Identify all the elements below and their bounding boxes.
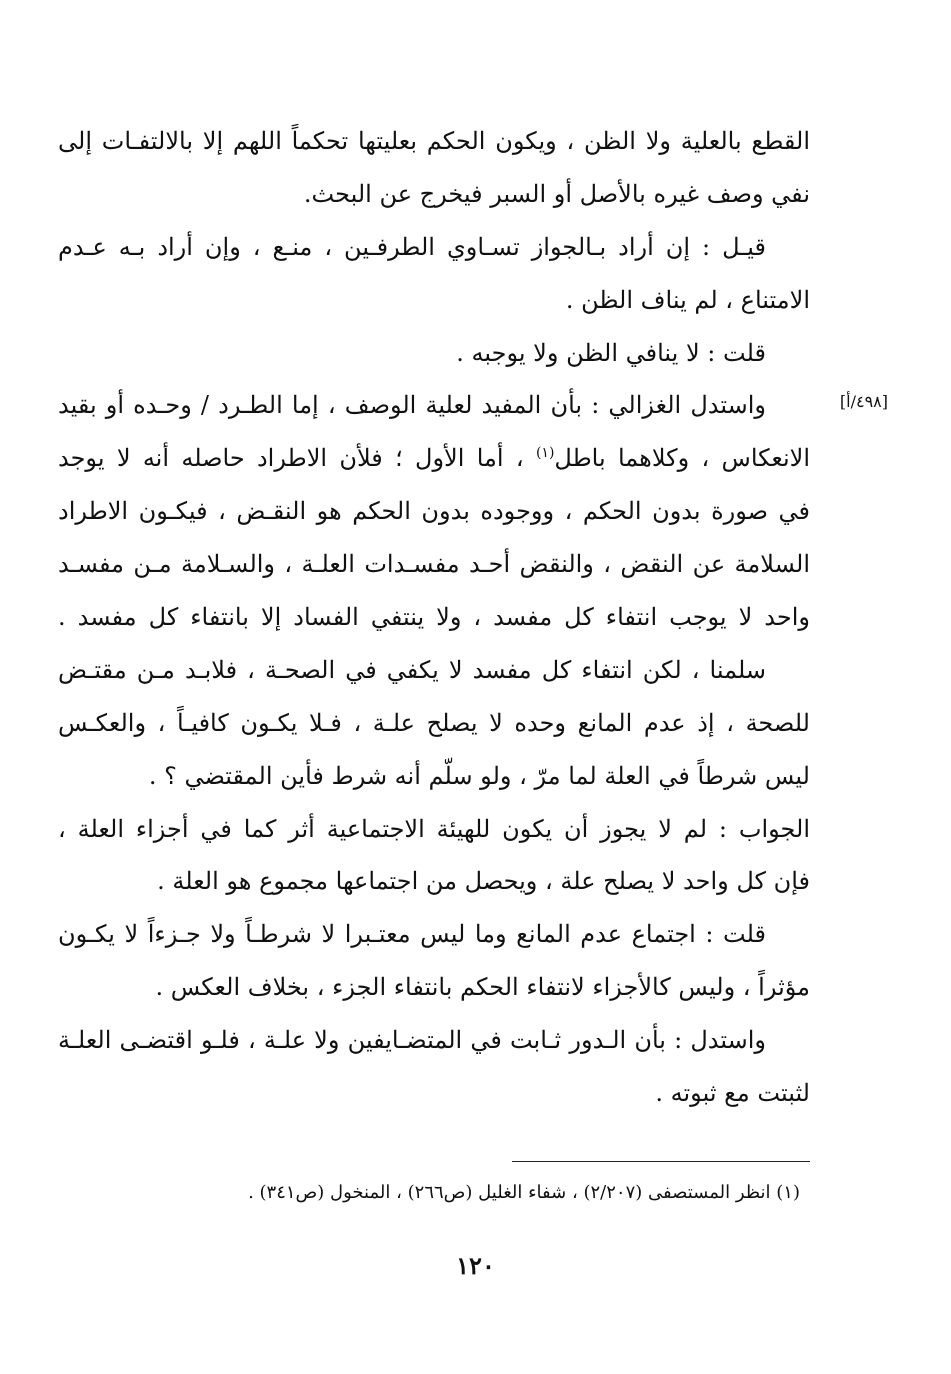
text-line: سلمنا ، لكن انتفاء كل مفسد لا يكفي في الصحـة ، فلابـد مـن مقتـض [58, 655, 766, 684]
text-line: القطع بالعلية ولا الظن ، ويكون الحكم بعليتها تحكماً اللهم إلا بالالتفـات إلى [58, 127, 810, 155]
text-line: قيـل : إن أراد بـالجواز تسـاوي الطرفـين ، منـع ، وإن أراد بـه عـدم [58, 232, 766, 261]
page-number: ١٢٠ [456, 1251, 495, 1280]
text-line: قلت : اجتماع عدم المانع وما ليس معتـبرا لا شرطـاً ولا جـزءاً لا يكـون [58, 920, 766, 949]
text-line: نفي وصف غيره بالأصل أو السبر فيخرج عن البحث. [303, 179, 810, 208]
footnote-separator [512, 1161, 810, 1162]
text-line: الامتناع ، لم يناف الظن . [565, 285, 810, 314]
footnote-ref: (١) [535, 445, 555, 462]
main-text [58, 115, 810, 1120]
text-line: لثبتت مع ثبوته . [655, 1079, 810, 1108]
margin-folio-note: [٤٩٨/أ] [839, 392, 888, 411]
line-segment: الانعكاس ، وكلاهما باطل [554, 444, 810, 473]
text-line: الجواب : لم لا يجوز أن يكون للهيئة الاجتماعية أثر كما في أجزاء العلة ، [58, 814, 810, 843]
text-line [58, 432, 810, 485]
text-line: للصحة ، إذ عدم المانع وحده لا يصلح علـة ، فـلا يكـون كافيـاً ، والعكـس [58, 708, 810, 737]
text-line: في صورة بدون الحكم ، ووجوده بدون الحكم هو النقـض ، فيكـون الاطراد [58, 497, 810, 526]
text-line: فإن كل واحد لا يصلح علة ، ويحصل من اجتماعها مجموع هو العلة . [157, 867, 810, 896]
text-line: ليس شرطاً في العلة لما مرّ ، ولو سلّم أنه شرط فأين المقتضي ؟ . [148, 761, 810, 790]
footnote: (١) انظر المستصفى (٢/٢٠٧) ، شفاء الغليل (ص٢٦٦) ، المنخول (ص٣٤١) . [248, 1182, 800, 1203]
text-line: مؤثراً ، وليس كالأجزاء لانتفاء الحكم بانتفاء الجزء ، بخلاف العكس . [155, 973, 810, 1002]
text-line: واستدل : بأن الـدور ثـابت في المتضـايفين ولا علـة ، فلـو اقتضـى العلـة [58, 1026, 766, 1055]
text-line: واحد لا يوجب انتفاء كل مفسد ، ولا ينتفي الفساد إلا بانتفاء كل مفسد . [58, 603, 810, 632]
text-line: قلت : لا ينافي الظن ولا يوجبه . [456, 338, 766, 367]
line-segment: ، أما الأول ؛ فلأن الاطراد حاصله أنه لا يوجد [58, 444, 536, 473]
text-line: واستدل الغزالي : بأن المفيد لعلية الوصف ، إما الطـرد / وحـده أو بقيد [58, 391, 766, 420]
text-line: السلامة عن النقض ، والنقض أحـد مفسـدات العلـة ، والسـلامة مـن مفسـد [58, 550, 810, 579]
